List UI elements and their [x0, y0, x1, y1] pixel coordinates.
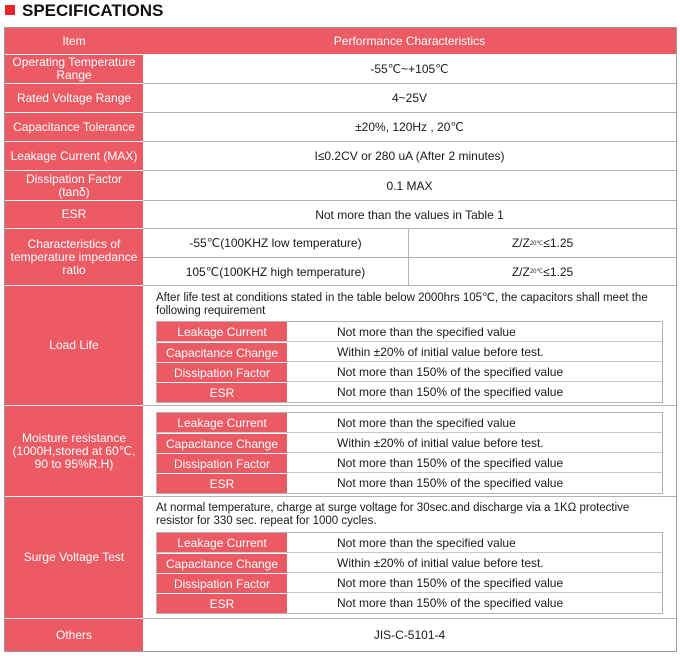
row-dissipation-factor — [5, 171, 676, 201]
row-impedance-ratio — [5, 229, 676, 286]
sub-label: Leakage Current — [157, 322, 287, 341]
sub-label: Leakage Current — [157, 533, 287, 552]
label-load-life: Load Life — [5, 286, 143, 406]
value-rated-voltage: 4~25V — [143, 84, 676, 113]
value-operating-temperature: -55℃~+105℃ — [143, 55, 676, 84]
ratio-suffix: ≤1.25 — [543, 264, 574, 279]
sub-row — [157, 573, 662, 593]
sub-value: Within ±20% of initial value before test. — [337, 435, 544, 450]
value-dissipation-factor: 0.1 MAX — [143, 171, 676, 201]
sub-row — [157, 553, 662, 573]
row-leakage-current — [5, 142, 676, 171]
impedance-high-condition: 105℃(100KHZ high temperature) — [143, 258, 409, 286]
sub-value: Within ±20% of initial value before test. — [337, 555, 544, 570]
sub-row — [157, 342, 662, 362]
specifications-table — [4, 27, 677, 652]
label-impedance-ratio: Characteristics of temperature impedance ratio — [5, 229, 143, 286]
sub-label: Dissipation Factor — [157, 362, 287, 382]
sub-label: Capacitance Change — [157, 342, 287, 362]
surge-note: At normal temperature, charge at surge voltage for 30sec.and discharge via a 1KΩ protective resistor for 330 sec. repeat for 1000 cycles. — [156, 502, 630, 527]
section-title-text: SPECIFICATIONS — [22, 1, 164, 20]
sub-row — [157, 533, 662, 553]
impedance-low-condition: -55℃(100KHZ low temperature) — [143, 229, 409, 258]
sub-label: Capacitance Change — [157, 553, 287, 573]
value-leakage-current: I≤0.2CV or 280 uA (After 2 minutes) — [143, 142, 676, 171]
row-capacitance-tolerance — [5, 113, 676, 142]
row-rated-voltage — [5, 84, 676, 113]
impedance-low-ratio — [409, 229, 676, 258]
sub-row — [157, 322, 662, 342]
sub-row — [157, 593, 662, 613]
sub-label: Dissipation Factor — [157, 573, 287, 593]
sub-value: Not more than 150% of the specified value — [337, 575, 564, 590]
sub-row — [157, 362, 662, 382]
ratio-subscript: 20℃ — [529, 269, 544, 275]
label-others: Others — [5, 619, 143, 651]
label-operating-temperature: Operating Temperature Range — [5, 55, 143, 84]
load-life-subtable — [156, 321, 663, 403]
label-leakage-current: Leakage Current (MAX) — [5, 142, 143, 171]
ratio-prefix: Z/Z — [511, 264, 530, 279]
row-operating-temperature — [5, 55, 676, 84]
surge-subtable — [156, 532, 663, 614]
sub-row — [157, 433, 662, 453]
sub-label: Leakage Current — [157, 413, 287, 432]
ratio-subscript: 20℃ — [529, 240, 544, 247]
section-title — [0, 0, 680, 22]
value-capacitance-tolerance: ±20%, 120Hz , 20℃ — [143, 113, 676, 142]
sub-value: Not more than the specified value — [337, 324, 516, 339]
sub-value: Not more than 150% of the specified value — [337, 455, 564, 470]
header-performance: Performance Characteristics — [143, 28, 676, 55]
label-capacitance-tolerance: Capacitance Tolerance — [5, 113, 143, 142]
label-surge-voltage: Surge Voltage Test — [5, 497, 143, 619]
header-item: Item — [5, 28, 143, 55]
sub-row — [157, 453, 662, 473]
label-rated-voltage: Rated Voltage Range — [5, 84, 143, 113]
sub-value: Not more than 150% of the specified value — [337, 595, 564, 610]
sub-label: Dissipation Factor — [157, 453, 287, 473]
sub-row — [157, 473, 662, 493]
sub-value: Not more than the specified value — [337, 535, 516, 550]
sub-row — [157, 382, 662, 402]
sub-label: ESR — [157, 382, 287, 402]
sub-label: ESR — [157, 593, 287, 613]
sub-label: Capacitance Change — [157, 433, 287, 453]
label-esr: ESR — [5, 201, 143, 229]
load-life-note: After life test at conditions stated in the table below 2000hrs 105℃, the capacitors shall meet the following requirement — [156, 292, 648, 317]
value-esr: Not more than the values in Table 1 — [143, 201, 676, 229]
table-header-row — [5, 28, 676, 55]
row-others — [5, 619, 676, 651]
sub-value: Not more than 150% of the specified value — [337, 364, 564, 379]
label-dissipation-factor: Dissipation Factor (tanδ) — [5, 171, 143, 201]
sub-value: Within ±20% of initial value before test. — [337, 344, 544, 359]
moisture-subtable — [156, 412, 663, 494]
title-square-icon — [5, 5, 15, 15]
sub-label: ESR — [157, 473, 287, 493]
sub-value: Not more than 150% of the specified value — [337, 384, 564, 399]
impedance-high-ratio — [409, 258, 676, 286]
row-esr — [5, 201, 676, 229]
ratio-prefix: Z/Z — [511, 236, 530, 250]
label-moisture-resistance: Moisture resistance (1000H,stored at 60℃, 90 to 95%R.H) — [5, 406, 143, 497]
value-others: JIS-C-5101-4 — [373, 628, 446, 642]
sub-row — [157, 413, 662, 433]
sub-value: Not more than the specified value — [337, 415, 516, 430]
sub-value: Not more than 150% of the specified value — [337, 475, 564, 490]
ratio-suffix: ≤1.25 — [543, 236, 574, 250]
